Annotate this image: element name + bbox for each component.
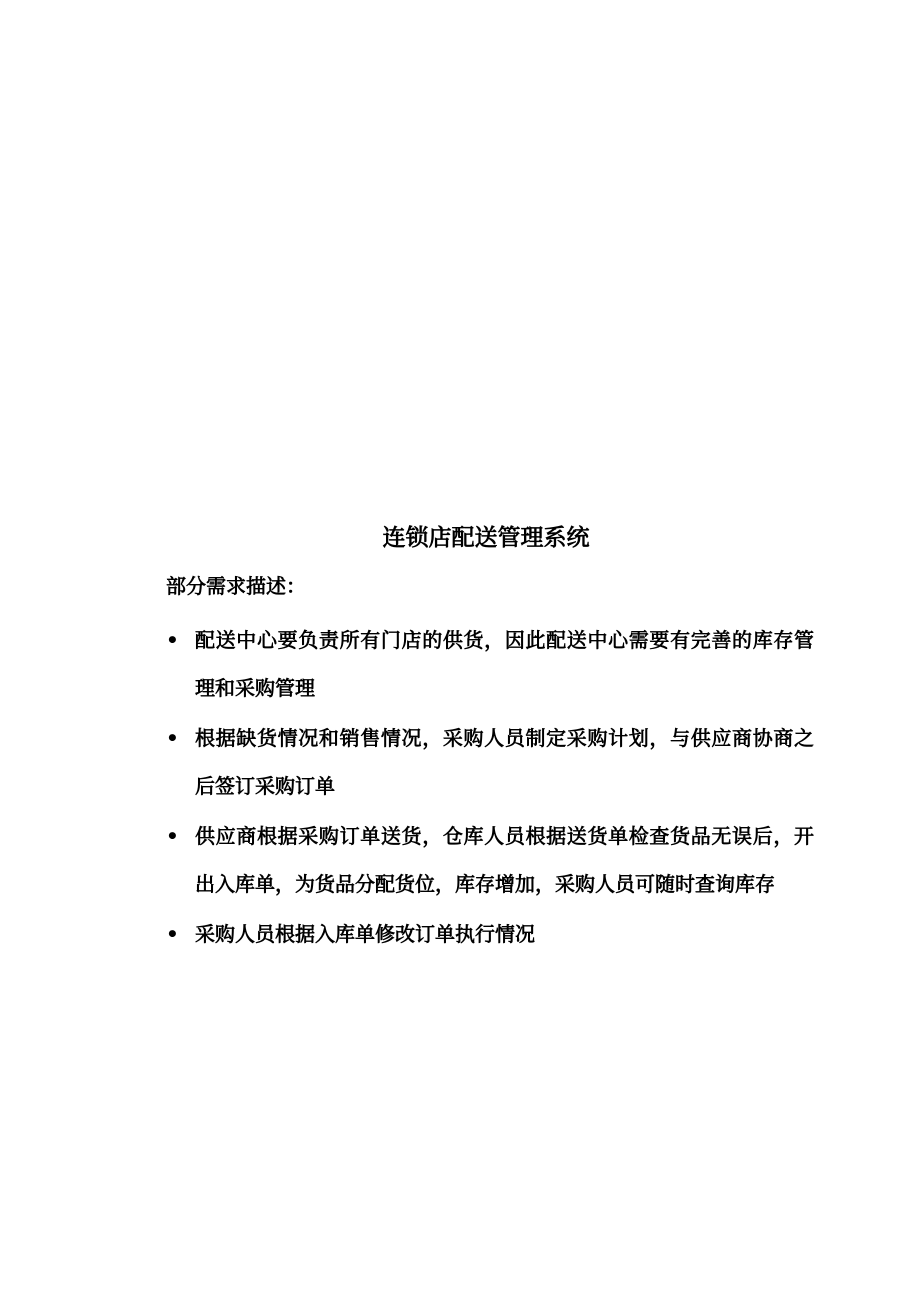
bullet-icon: • bbox=[166, 824, 179, 848]
requirements-list bbox=[166, 616, 814, 960]
list-item bbox=[166, 910, 814, 958]
list-item bbox=[166, 714, 814, 810]
bullet-icon: • bbox=[166, 726, 179, 750]
list-item bbox=[166, 616, 814, 712]
list-item bbox=[166, 812, 814, 908]
section-subtitle: 部分需求描述： bbox=[166, 574, 306, 598]
bullet-icon: • bbox=[166, 628, 179, 652]
list-item-text: 供应商根据采购订单送货，仓库人员根据送货单检查货品无误后，开出入库单，为货品分配货位，库存增加，采购人员可随时查询库存 bbox=[195, 824, 814, 896]
list-item-text: 根据缺货情况和销售情况，采购人员制定采购计划，与供应商协商之后签订采购订单 bbox=[195, 726, 814, 798]
bullet-icon: • bbox=[166, 922, 179, 946]
list-item-text: 配送中心要负责所有门店的供货，因此配送中心需要有完善的库存管理和采购管理 bbox=[195, 628, 814, 700]
list-item-text: 采购人员根据入库单修改订单执行情况 bbox=[195, 922, 535, 946]
page-title: 连锁店配送管理系统 bbox=[382, 524, 590, 551]
